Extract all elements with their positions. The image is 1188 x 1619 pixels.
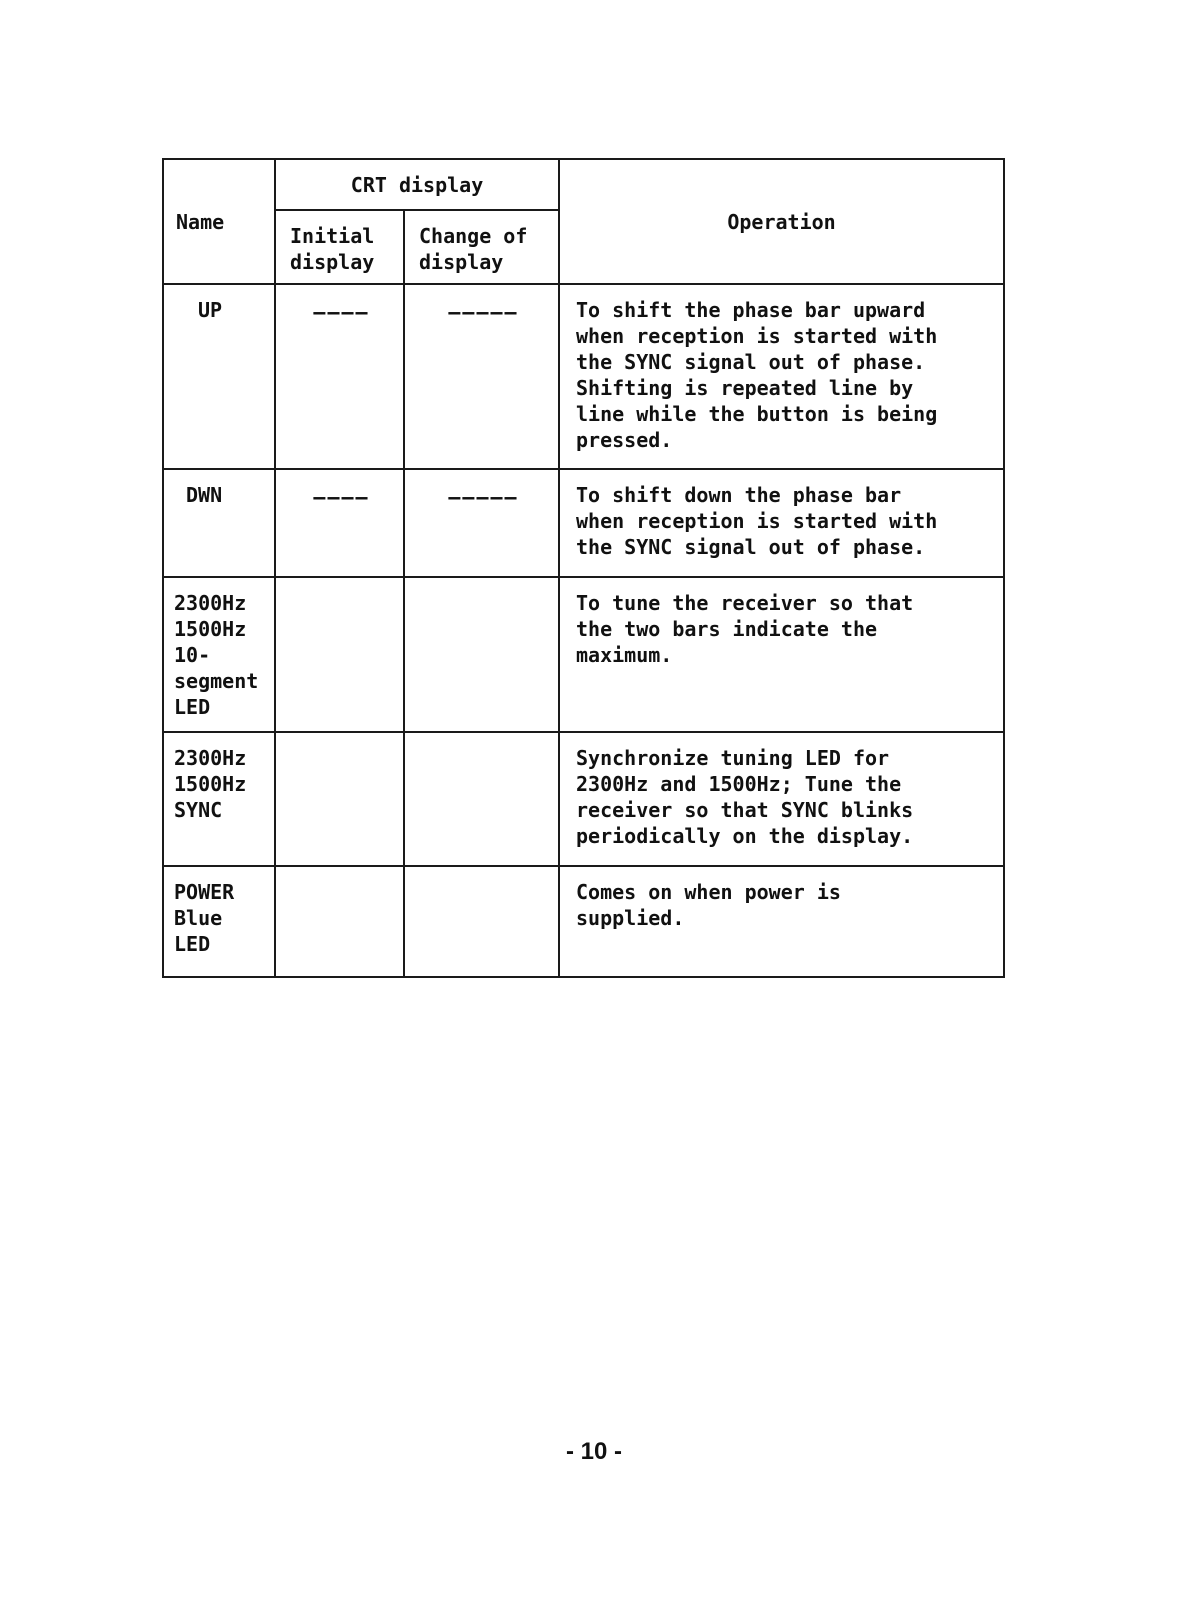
row-change-of-display xyxy=(404,577,559,732)
row-initial-display xyxy=(275,577,404,732)
header-row-1 xyxy=(163,159,1004,210)
row-name: DWN xyxy=(163,469,275,577)
header-change-of-display: Change of display xyxy=(404,210,559,284)
row-change-of-display xyxy=(404,732,559,866)
row-operation: To shift down the phase bar when reception is started with the SYNC signal out of phase. xyxy=(559,469,1004,577)
row-initial-display xyxy=(275,284,404,469)
row-name: 2300Hz 1500Hz SYNC xyxy=(163,732,275,866)
row-operation: To tune the receiver so that the two bars indicate the maximum. xyxy=(559,577,1004,732)
controls-table xyxy=(162,158,1005,978)
header-crt-display-label: CRT display xyxy=(350,172,484,197)
dash-placeholder: ———— xyxy=(313,485,370,509)
table-row xyxy=(163,866,1004,977)
row-initial-display xyxy=(275,866,404,977)
dash-placeholder: ————— xyxy=(448,300,519,324)
header-name-label: Name xyxy=(176,209,225,234)
header-operation-label: Operation xyxy=(727,209,836,234)
header-crt-display xyxy=(275,159,559,210)
table-row xyxy=(163,469,1004,577)
row-change-of-display xyxy=(404,469,559,577)
dash-placeholder: ———— xyxy=(313,300,370,324)
row-name: 2300Hz 1500Hz 10- segment LED xyxy=(163,577,275,732)
table-row xyxy=(163,577,1004,732)
row-operation: Comes on when power is supplied. xyxy=(559,866,1004,977)
row-change-of-display xyxy=(404,866,559,977)
page-number: - 10 - xyxy=(565,1438,622,1465)
header-name xyxy=(163,159,275,284)
header-initial-display: Initial display xyxy=(275,210,404,284)
row-change-of-display xyxy=(404,284,559,469)
table-row xyxy=(163,284,1004,469)
header-operation xyxy=(559,159,1004,284)
row-initial-display xyxy=(275,469,404,577)
row-name: POWER Blue LED xyxy=(163,866,275,977)
row-initial-display xyxy=(275,732,404,866)
row-operation: Synchronize tuning LED for 2300Hz and 1500Hz; Tune the receiver so that SYNC blinks periodically on the display. xyxy=(559,732,1004,866)
row-operation: To shift the phase bar upward when reception is started with the SYNC signal out of phase. Shifting is repeated line by line while the button is being pressed. xyxy=(559,284,1004,469)
table-row xyxy=(163,732,1004,866)
dash-placeholder: ————— xyxy=(448,485,519,509)
row-name: UP xyxy=(163,284,275,469)
